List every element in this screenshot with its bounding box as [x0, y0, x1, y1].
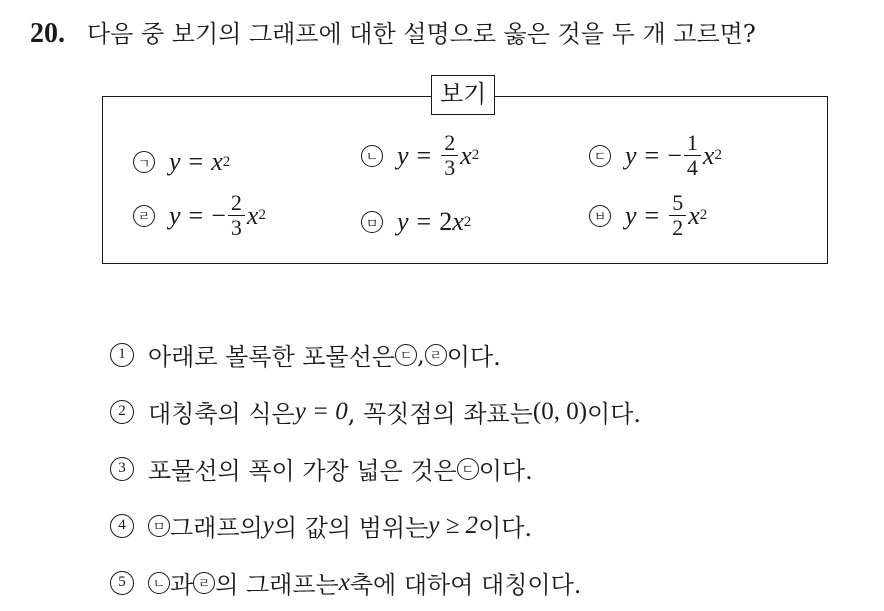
option-equation-1: y = x 2 [169, 147, 231, 176]
answer-choice-2[interactable]: 2 대칭축의 식은 y = 0 , 꼭짓점의 좌표는 (0, 0) 이다. [110, 383, 641, 440]
option-equation-4: y = − $\frac{2}{3}$ x 2 [169, 190, 266, 240]
answer-choice-4[interactable]: 4 ㅁ 그래프의 y 의 값의 범위는 y ≥ 2 이다. [110, 497, 641, 554]
fraction-2: $\frac{2}{3}$ [441, 131, 458, 180]
answer-number-5: 5 [110, 571, 134, 595]
answer-number-2: 2 [110, 400, 134, 424]
example-option-6 [589, 191, 707, 240]
option-marker-2: ㄴ [361, 145, 383, 167]
fraction-3: $\frac{1}{4}$ [684, 131, 701, 180]
question-header [30, 14, 756, 50]
option-equation-6: y = $\frac{5}{2}$ x 2 [625, 190, 708, 240]
option-marker-6: ㅂ [589, 205, 611, 227]
option-marker-4: ㄹ [133, 205, 155, 227]
example-option-2 [361, 131, 479, 180]
option-equation-5: y = 2 x 2 [397, 207, 472, 236]
fraction-4: $\frac{2}{3}$ [228, 191, 245, 240]
option-marker-3: ㄷ [589, 145, 611, 167]
answer-choice-5[interactable]: 5 ㄴ 과 ㄹ 의 그래프는 x 축에 대하여 대칭이다. [110, 554, 641, 611]
example-option-1 [133, 147, 230, 177]
example-option-3 [589, 131, 722, 180]
example-box-title: 보기 [431, 75, 495, 115]
example-box [102, 80, 828, 264]
example-option-4 [133, 191, 266, 240]
answer-number-3: 3 [110, 457, 134, 481]
answer-choice-1[interactable]: 1 아래로 볼록한 포물선은 ㄷ , ㄹ 이다. [110, 326, 641, 383]
question-text: 다음 중 보기의 그래프에 대한 설명으로 옳은 것을 두 개 고르면? [86, 20, 756, 48]
answer-number-4: 4 [110, 514, 134, 538]
option-marker-5: ㅁ [361, 211, 383, 233]
option-equation-2: y = $\frac{2}{3}$ x 2 [397, 130, 480, 180]
option-equation-3: y = − $\frac{1}{4}$ x 2 [625, 130, 722, 180]
example-option-5 [361, 207, 471, 237]
fraction-6: $\frac{5}{2}$ [669, 191, 686, 240]
answer-number-1: 1 [110, 343, 134, 367]
option-marker-1: ㄱ [133, 151, 155, 173]
answer-choice-3[interactable]: 3 포물선의 폭이 가장 넓은 것은 ㄷ 이다. [110, 440, 641, 497]
question-number: 20. [30, 18, 65, 49]
answer-choices [110, 326, 641, 611]
